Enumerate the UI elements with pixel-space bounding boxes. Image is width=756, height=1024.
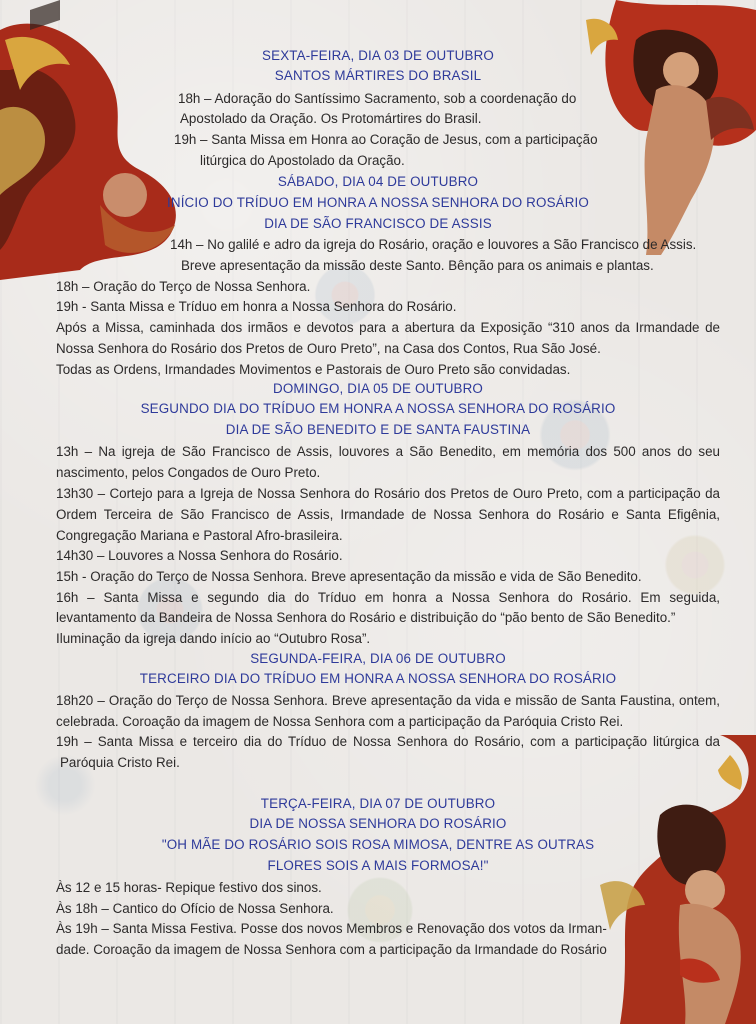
schedule-line: 18h – Oração do Terço de Nossa Senhora. [56, 279, 311, 294]
schedule-line: levantamento da Bandeira de Nossa Senhora do Rosário e distribuição do “pão bento de São Benedito.” [56, 610, 676, 625]
section-2-heading: SÁBADO, DIA 04 DE OUTUBRO [277, 174, 479, 189]
section-1-heading: SEXTA-FEIRA, DIA 03 DE OUTUBRO [262, 48, 494, 63]
section-5-heading: TERÇA-FEIRA, DIA 07 DE OUTUBRO [260, 796, 496, 811]
schedule-line: Todas as Ordens, Irmandades Movimentos e Pastorais de Ouro Preto são convidadas. [56, 362, 571, 377]
section-5-quote: FLORES SOIS A MAIS FORMOSA!" [267, 858, 489, 873]
schedule-line: Às 19h – Santa Missa Festiva. Posse dos novos Membros e Renovação dos votos da Irman- [56, 921, 607, 936]
section-3-subheading: SEGUNDO DIA DO TRÍDUO EM HONRA A NOSSA SENHORA DO ROSÁRIO [140, 401, 616, 416]
schedule-line: Nossa Senhora do Rosário dos Pretos de Ouro Preto”, na Casa dos Contos, Rua São José. [56, 341, 601, 356]
section-1-subheading: SANTOS MÁRTIRES DO BRASIL [274, 68, 482, 83]
schedule-line: litúrgica do Apostolado da Oração. [200, 153, 405, 168]
section-5-quote: "OH MÃE DO ROSÁRIO SOIS ROSA MIMOSA, DENTRE AS OUTRAS [161, 837, 595, 852]
schedule-line: 18h20 – Oração do Terço de Nossa Senhora. Breve apresentação da vida e missão de Santa Faustina, ontem, [56, 693, 720, 708]
schedule-line: celebrada. Coroação da imagem de Nossa Senhora com a participação da Paróquia Cristo Rei. [56, 714, 624, 729]
section-2-subheading: DIA DE SÃO FRANCISCO DE ASSIS [264, 216, 492, 231]
schedule-line: 15h - Oração do Terço de Nossa Senhora. Breve apresentação da missão e vida de São Benedito. [56, 569, 642, 584]
schedule-line: 14h30 – Louvores a Nossa Senhora do Rosário. [56, 548, 343, 563]
section-5-subheading: DIA DE NOSSA SENHORA DO ROSÁRIO [249, 816, 507, 831]
schedule-line: Iluminação da igreja dando início ao “Outubro Rosa”. [56, 631, 371, 646]
section-3-heading: DOMINGO, DIA 05 DE OUTUBRO [273, 381, 483, 396]
schedule-line: Às 12 e 15 horas- Repique festivo dos sinos. [56, 880, 322, 895]
schedule-line: 19h – Santa Missa em Honra ao Coração de Jesus, com a participação [174, 132, 598, 147]
schedule-line: Apostolado da Oração. Os Protomártires do Brasil. [180, 111, 482, 126]
section-4-heading: SEGUNDA-FEIRA, DIA 06 DE OUTUBRO [250, 651, 506, 666]
schedule-line: Paróquia Cristo Rei. [60, 755, 180, 770]
section-4-subheading: TERCEIRO DIA DO TRÍDUO EM HONRA A NOSSA SENHORA DO ROSÁRIO [139, 671, 617, 686]
schedule-line: Às 18h – Cantico do Ofício de Nossa Senhora. [56, 901, 334, 916]
schedule-line: Congregação Mariana e Pastoral Afro-brasileira. [56, 528, 343, 543]
schedule-line: Breve apresentação da missão deste Santo. Bênção para os animais e plantas. [181, 258, 654, 273]
schedule-line: 13h30 – Cortejo para a Igreja de Nossa Senhora do Rosário dos Pretos de Ouro Preto, com a participação da [56, 486, 720, 501]
schedule-line: Após a Missa, caminhada dos irmãos e devotos para a abertura da Exposição “310 anos da Irmandade de [56, 320, 720, 335]
baroque-ornament-bottom-right [600, 735, 756, 1024]
section-2-subheading: INÍCIO DO TRÍDUO EM HONRA A NOSSA SENHORA DO ROSÁRIO [167, 195, 589, 210]
schedule-line: 16h – Santa Missa e segundo dia do Tríduo em honra a Nossa Senhora do Rosário. Em seguida, [56, 590, 720, 605]
schedule-line: 13h – Na igreja de São Francisco de Assis, louvores a São Benedito, em memória dos 500 anos do seu [56, 444, 720, 459]
schedule-line: 19h – Santa Missa e terceiro dia do Tríduo de Nossa Senhora do Rosário, com a participação litúrgica da [56, 734, 720, 749]
schedule-line: 19h - Santa Missa e Tríduo em honra a Nossa Senhora do Rosário. [56, 299, 457, 314]
schedule-line: 14h – No galilé e adro da igreja do Rosário, oração e louvores a São Francisco de Assis. [170, 237, 697, 252]
schedule-line: 18h – Adoração do Santíssimo Sacramento, sob a coordenação do [178, 91, 577, 106]
schedule-line: nascimento, pelos Congados de Ouro Preto. [56, 465, 321, 480]
schedule-line: Ordem Terceira de São Francisco de Assis, Irmandade de Nossa Senhora do Rosário e Santa Efigênia, [56, 507, 720, 522]
schedule-line: dade. Coroação da imagem de Nossa Senhora com a participação da Irmandade do Rosário [56, 942, 607, 957]
section-3-subheading: DIA DE SÃO BENEDITO E DE SANTA FAUSTINA [225, 422, 531, 437]
